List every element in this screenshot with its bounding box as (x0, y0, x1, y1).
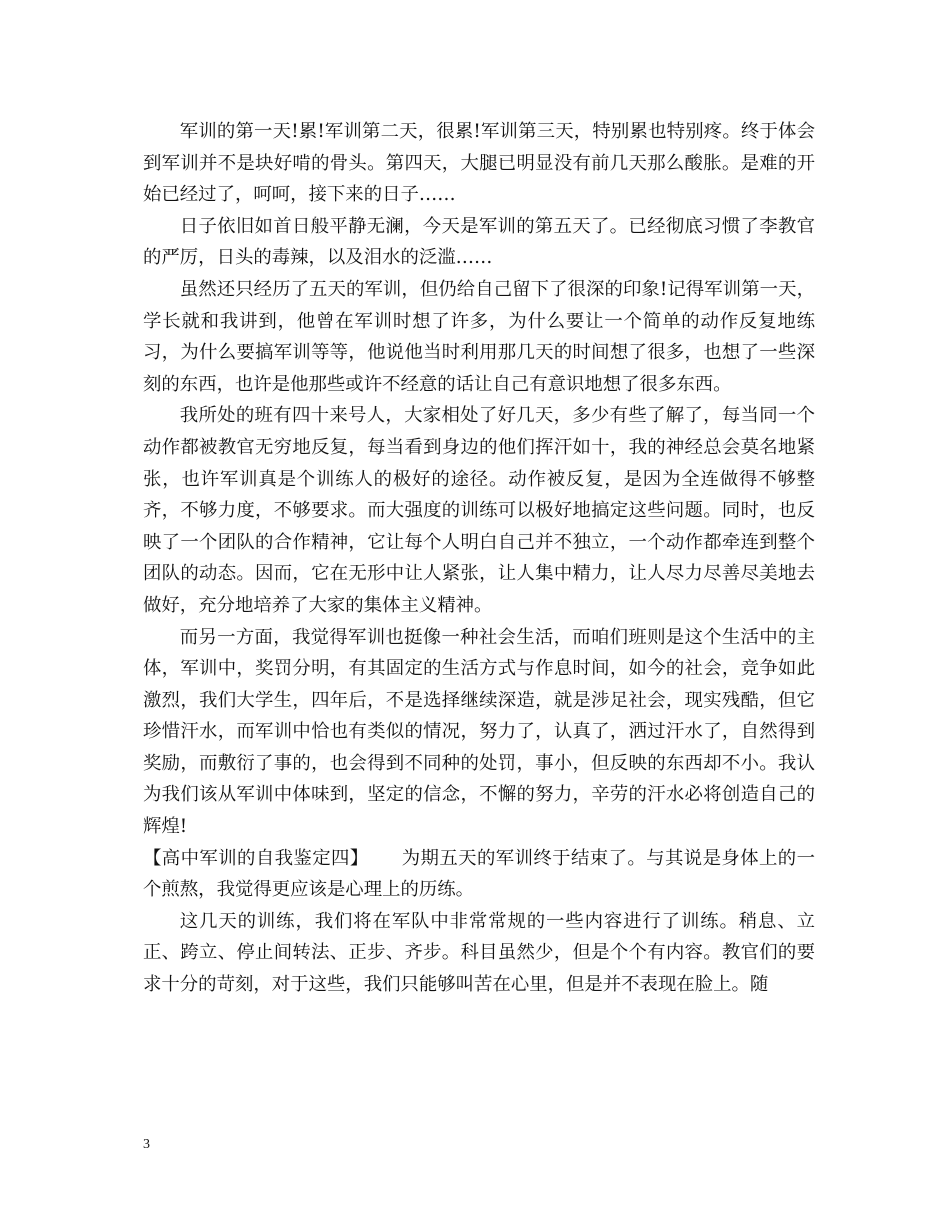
paragraph-2: 日子依旧如首日般平静无澜，今天是军训的第五天了。已经彻底习惯了李教官的严厉，日头的毒辣，以及泪水的泛滥…… (143, 215, 815, 269)
paragraph-3: 虽然还只经历了五天的军训，但仍给自己留下了很深的印象!记得军训第一天，学长就和我讲到，他曾在军训时想了许多，为什么要让一个简单的动作反复地练习，为什么要搞军训等等，他说他当时利用那几天的时间想了很多，也想了一些深刻的东西，也许是他那些或许不经意的话让自己有意识地想了很多东西。 (143, 278, 815, 395)
page-number: 3 (143, 1137, 150, 1152)
paragraph-5: 而另一方面，我觉得军训也挺像一种社会生活，而咱们班则是这个生活中的主体，军训中，奖罚分明，有其固定的生活方式与作息时间，如今的社会，竞争如此激烈，我们大学生，四年后，不是选择继续深造，就是涉足社会，现实残酷，但它珍惜汗水，而军训中恰也有类似的情况，努力了，认真了，洒过汗水了，自然得到奖励，而敷衍了事的，也会得到不同种的处罚，事小，但反映的东西却不小。我认为我们该从军训中体味到，坚定的信念，不懈的努力，辛劳的汗水必将创造自己的辉煌! (143, 626, 815, 838)
paragraph-1: 军训的第一天!累!军训第二天，很累!军训第三天，特别累也特别疼。终于体会到军训并不是块好啃的骨头。第四天，大腿已明显没有前几天那么酸胀。是难的开始已经过了，呵呵，接下来的日子…… (143, 121, 815, 206)
paragraph-4: 我所处的班有四十来号人，大家相处了好几天，多少有些了解了，每当同一个动作都被教官无穷地反复，每当看到身边的他们挥汗如十，我的神经总会莫名地紧张，也许军训真是个训练人的极好的途径。动作被反复，是因为全连做得不够整齐，不够力度，不够要求。而大强度的训练可以极好地搞定这些问题。同时，也反映了一个团队的合作精神，它让每个人明白自己并不独立，一个动作都牵连到整个团队的动态。因而，它在无形中让人紧张，让人集中精力，让人尽力尽善尽美地去做好，充分地培养了大家的集体主义精神。 (143, 405, 815, 616)
paragraph-6: 这几天的训练，我们将在军队中非常常规的一些内容进行了训练。稍息、立正、跨立、停止间转法、正步、齐步。科目虽然少，但是个个有内容。教官们的要求十分的苛刻，对于这些，我们只能够叫苦在心里，但是并不表现在脸上。随 (143, 910, 815, 996)
section-intro: 为期五天的军训终于结束了。与其说是身体上的一个煎熬，我觉得更应该是心理上的历练。 (143, 847, 815, 901)
section-heading: 【高中军训的自我鉴定四】 (143, 847, 369, 869)
document-body (143, 116, 815, 1001)
section-paragraph (143, 843, 815, 906)
